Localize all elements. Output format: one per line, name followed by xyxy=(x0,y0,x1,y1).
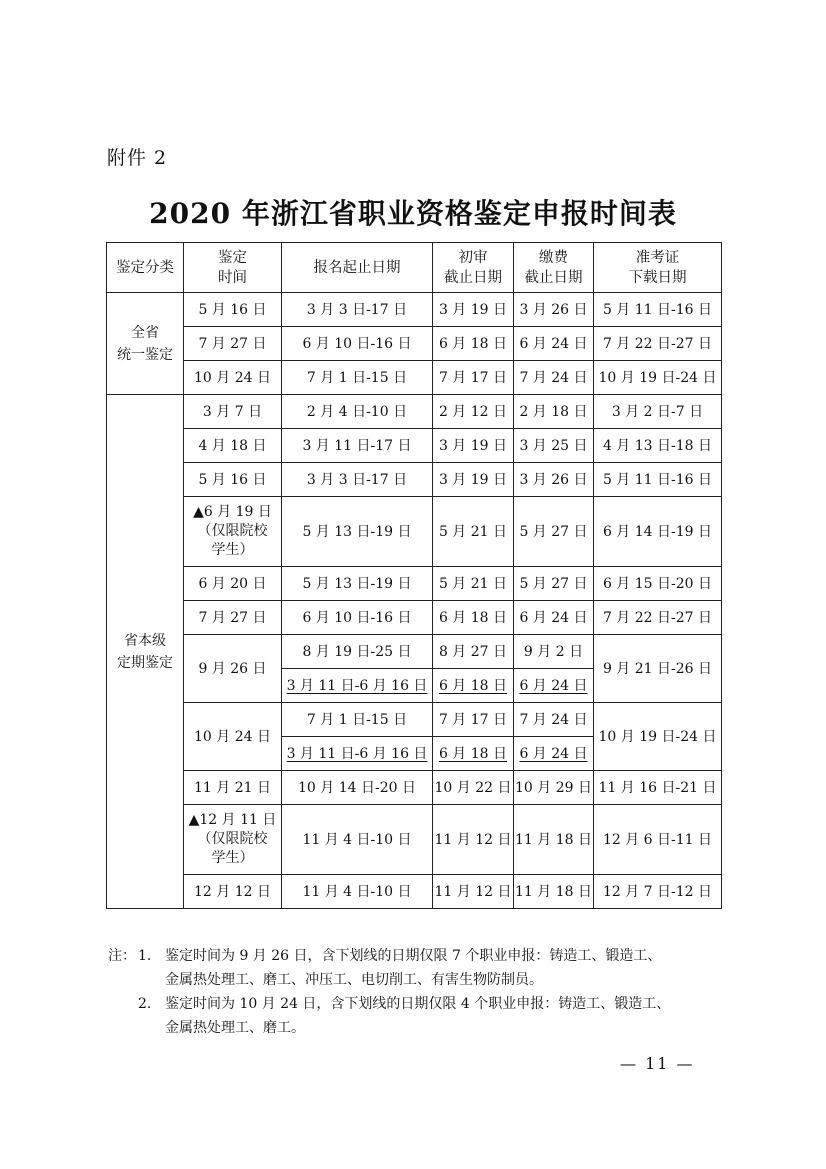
exam-date: 12 月 12 日 xyxy=(184,875,282,909)
table-row xyxy=(107,601,722,635)
table-row xyxy=(107,805,722,875)
review-deadline: 2 月 12 日 xyxy=(433,395,514,429)
note-2-line-2: 金属热处理工、磨工。 xyxy=(165,1020,305,1036)
table-row xyxy=(107,875,722,909)
registration-dates: 5 月 13 日-19 日 xyxy=(282,567,433,601)
header-ticket: 准考证 下载日期 xyxy=(594,243,722,293)
notes-label: 注： xyxy=(108,948,136,964)
annex-label: 附件 2 xyxy=(107,147,168,169)
registration-dates: 3 月 3 日-17 日 xyxy=(282,293,433,327)
table-row xyxy=(107,703,722,737)
note-1-line-1: 鉴定时间为 9 月 26 日，含下划线的日期仅限 7 个职业申报：铸造工、锻造工、 xyxy=(165,948,662,964)
registration-dates: 3 月 3 日-17 日 xyxy=(282,463,433,497)
table-row xyxy=(107,635,722,669)
payment-deadline: 6 月 24 日 xyxy=(514,601,594,635)
page-title: 2020 年浙江省职业资格鉴定申报时间表 xyxy=(149,197,677,230)
table-row xyxy=(107,327,722,361)
review-deadline: 3 月 19 日 xyxy=(433,293,514,327)
table-row xyxy=(107,463,722,497)
note-1-line-2: 金属热处理工、磨工、冲压工、电切削工、有害生物防制员。 xyxy=(165,972,543,988)
payment-deadline: 11 月 18 日 xyxy=(514,875,594,909)
ticket-dates: 10 月 19 日-24 日 xyxy=(594,361,722,395)
payment-deadline: 5 月 27 日 xyxy=(514,497,594,567)
payment-deadline: 3 月 25 日 xyxy=(514,429,594,463)
exam-date: 5 月 16 日 xyxy=(184,293,282,327)
review-deadline-restricted: 6 月 18 日 xyxy=(433,669,514,703)
note-1-number: 1. xyxy=(138,948,152,964)
note-2-line-1: 鉴定时间为 10 月 24 日，含下划线的日期仅限 4 个职业申报：铸造工、锻造工、 xyxy=(165,996,671,1012)
review-deadline: 6 月 18 日 xyxy=(433,601,514,635)
payment-deadline: 6 月 24 日 xyxy=(514,327,594,361)
table-row xyxy=(107,293,722,327)
exam-date: 7 月 27 日 xyxy=(184,601,282,635)
ticket-dates: 6 月 14 日-19 日 xyxy=(594,497,722,567)
payment-deadline: 3 月 26 日 xyxy=(514,293,594,327)
payment-deadline-restricted: 6 月 24 日 xyxy=(514,737,594,771)
note-2-number: 2. xyxy=(138,996,152,1012)
ticket-dates: 7 月 22 日-27 日 xyxy=(594,601,722,635)
review-deadline: 11 月 12 日 xyxy=(433,875,514,909)
review-deadline: 7 月 17 日 xyxy=(433,703,514,737)
registration-dates: 11 月 4 日-10 日 xyxy=(282,875,433,909)
registration-dates: 7 月 1 日-15 日 xyxy=(282,361,433,395)
payment-deadline: 7 月 24 日 xyxy=(514,703,594,737)
ticket-dates: 12 月 7 日-12 日 xyxy=(594,875,722,909)
category-province: 全省 统一鉴定 xyxy=(107,293,184,395)
header-payment: 缴费 截止日期 xyxy=(514,243,594,293)
exam-date: 10 月 24 日 xyxy=(184,703,282,771)
page-number: — 11 — xyxy=(620,1054,695,1073)
ticket-dates: 3 月 2 日-7 日 xyxy=(594,395,722,429)
ticket-dates: 5 月 11 日-16 日 xyxy=(594,293,722,327)
review-deadline-restricted: 6 月 18 日 xyxy=(433,737,514,771)
exam-date: 4 月 18 日 xyxy=(184,429,282,463)
notes xyxy=(108,944,728,1040)
exam-date: 9 月 26 日 xyxy=(184,635,282,703)
review-deadline: 6 月 18 日 xyxy=(433,327,514,361)
ticket-dates: 10 月 19 日-24 日 xyxy=(594,703,722,771)
table-row xyxy=(107,567,722,601)
table-row xyxy=(107,361,722,395)
ticket-dates: 6 月 15 日-20 日 xyxy=(594,567,722,601)
registration-dates: 2 月 4 日-10 日 xyxy=(282,395,433,429)
registration-dates: 3 月 11 日-17 日 xyxy=(282,429,433,463)
registration-dates-restricted: 3 月 11 日-6 月 16 日 xyxy=(282,669,433,703)
payment-deadline: 3 月 26 日 xyxy=(514,463,594,497)
review-deadline: 5 月 21 日 xyxy=(433,567,514,601)
header-exam-time: 鉴定 时间 xyxy=(184,243,282,293)
table-row xyxy=(107,429,722,463)
ticket-dates: 7 月 22 日-27 日 xyxy=(594,327,722,361)
header-category: 鉴定分类 xyxy=(107,243,184,293)
schedule-table xyxy=(106,242,722,909)
exam-date: 5 月 16 日 xyxy=(184,463,282,497)
payment-deadline-restricted: 6 月 24 日 xyxy=(514,669,594,703)
exam-date: 7 月 27 日 xyxy=(184,327,282,361)
ticket-dates: 5 月 11 日-16 日 xyxy=(594,463,722,497)
exam-date: 6 月 20 日 xyxy=(184,567,282,601)
review-deadline: 11 月 12 日 xyxy=(433,805,514,875)
payment-deadline: 10 月 29 日 xyxy=(514,771,594,805)
registration-dates-restricted: 3 月 11 日-6 月 16 日 xyxy=(282,737,433,771)
registration-dates: 11 月 4 日-10 日 xyxy=(282,805,433,875)
review-deadline: 3 月 19 日 xyxy=(433,463,514,497)
review-deadline: 5 月 21 日 xyxy=(433,497,514,567)
table-row xyxy=(107,497,722,567)
payment-deadline: 5 月 27 日 xyxy=(514,567,594,601)
category-provincial-level: 省本级 定期鉴定 xyxy=(107,395,184,909)
exam-date: 10 月 24 日 xyxy=(184,361,282,395)
table-row xyxy=(107,395,722,429)
table-row xyxy=(107,771,722,805)
payment-deadline: 9 月 2 日 xyxy=(514,635,594,669)
header-review: 初审 截止日期 xyxy=(433,243,514,293)
registration-dates: 8 月 19 日-25 日 xyxy=(282,635,433,669)
registration-dates: 10 月 14 日-20 日 xyxy=(282,771,433,805)
review-deadline: 8 月 27 日 xyxy=(433,635,514,669)
exam-date: 3 月 7 日 xyxy=(184,395,282,429)
review-deadline: 10 月 22 日 xyxy=(433,771,514,805)
exam-date: ▲6 月 19 日 （仅限院校 学生） xyxy=(184,497,282,567)
exam-date: 11 月 21 日 xyxy=(184,771,282,805)
registration-dates: 7 月 1 日-15 日 xyxy=(282,703,433,737)
ticket-dates: 4 月 13 日-18 日 xyxy=(594,429,722,463)
ticket-dates: 9 月 21 日-26 日 xyxy=(594,635,722,703)
payment-deadline: 2 月 18 日 xyxy=(514,395,594,429)
registration-dates: 6 月 10 日-16 日 xyxy=(282,601,433,635)
ticket-dates: 12 月 6 日-11 日 xyxy=(594,805,722,875)
exam-date: ▲12 月 11 日 （仅限院校 学生） xyxy=(184,805,282,875)
registration-dates: 6 月 10 日-16 日 xyxy=(282,327,433,361)
payment-deadline: 7 月 24 日 xyxy=(514,361,594,395)
header-row xyxy=(107,243,722,293)
review-deadline: 7 月 17 日 xyxy=(433,361,514,395)
header-registration: 报名起止日期 xyxy=(282,243,433,293)
payment-deadline: 11 月 18 日 xyxy=(514,805,594,875)
ticket-dates: 11 月 16 日-21 日 xyxy=(594,771,722,805)
registration-dates: 5 月 13 日-19 日 xyxy=(282,497,433,567)
review-deadline: 3 月 19 日 xyxy=(433,429,514,463)
